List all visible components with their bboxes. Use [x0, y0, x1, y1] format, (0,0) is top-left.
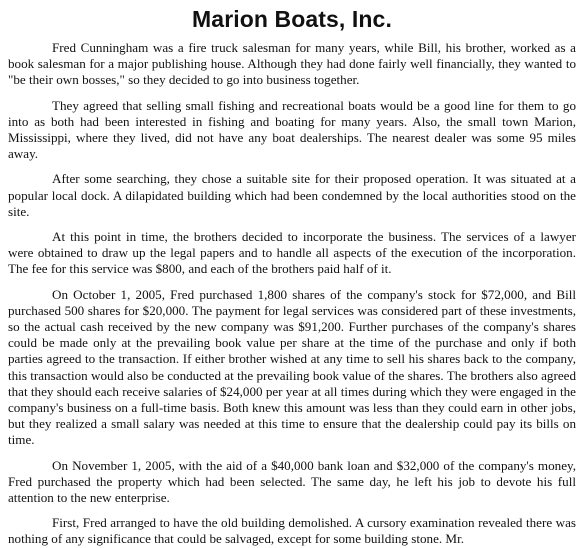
paragraph-1: Fred Cunningham was a fire truck salesman for many years, while Bill, his brother, worked as a book salesman for a major publishing house. Although they had done fairly well financially, they wanted to "be their own bosses," so they decided to go into business together.: [8, 40, 576, 88]
paragraph-6: On November 1, 2005, with the aid of a $40,000 bank loan and $32,000 of the company's money, Fred purchased the property which had been selected. The same day, he left his job to devote his full attention to the new enterprise.: [8, 457, 576, 506]
paragraph-3: After some searching, they chose a suitable site for their proposed operation. It was situated at a popular local dock. A dilapidated building which had been condemned by the local authorities stood on the site.: [8, 171, 576, 219]
document-title: Marion Boats, Inc.: [192, 6, 392, 32]
paragraph-7: First, Fred arranged to have the old building demolished. A cursory examination revealed there was nothing of any significance that could be salvaged, except for some building stone. Mr.: [8, 515, 576, 547]
paragraph-4: At this point in time, the brothers decided to incorporate the business. The services of a lawyer were obtained to draw up the legal papers and to handle all aspects of the execution of the incorporation. The fee for this service was $800, and each of the brothers paid half of it.: [8, 229, 576, 277]
paragraph-5: On October 1, 2005, Fred purchased 1,800 shares of the company's stock for $72,000, and Bill purchased 500 shares for $20,000. The payment for legal services was considered part of these investments, so the actual cash received by the new company was $91,200. Further purchases of the company's shares could be made only at the prevailing book value per share at the time of the purchase and only if both parties agreed to the transaction. If either brother wished at any time to sell his shares back to the company, this transaction would also be conducted at the prevailing book value of the shares. The brothers also agreed that they should each receive salaries of $24,000 per year at all times during which they were engaged in the company's business on a full-time basis. Both knew this amount was less than they could earn in other jobs, but they realized a small salary was needed at this time to ensure that the dealership could pay its bills on time.: [8, 286, 576, 448]
paragraph-2: They agreed that selling small fishing and recreational boats would be a good line for them to go into as both had been interested in fishing and boating for many years. Also, the small town Marion, Mississippi, where they lived, did not have any boat dealerships. The nearest dealer was some 95 miles away.: [8, 97, 576, 162]
